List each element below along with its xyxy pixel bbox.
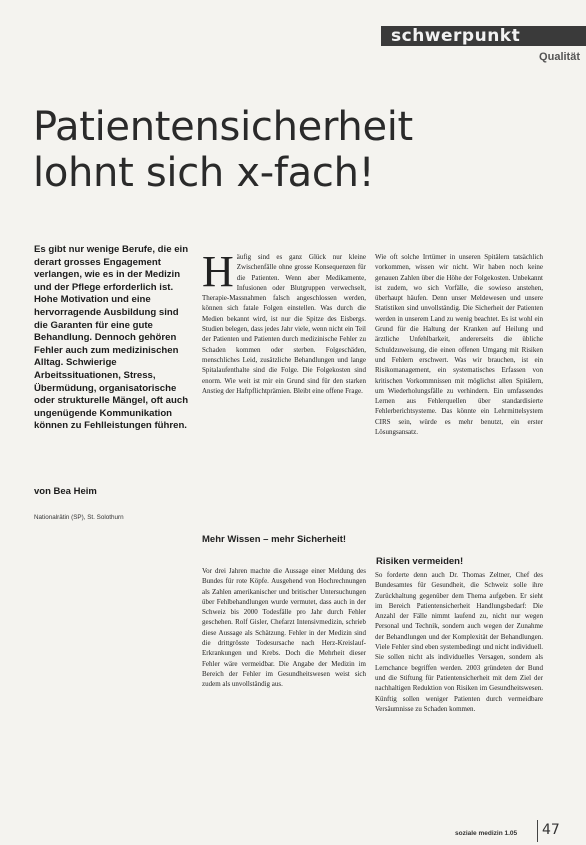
subheading-more-knowledge: Mehr Wissen – mehr Sicherheit! (202, 534, 347, 545)
journal-footer: soziale medizin 1.05 (455, 830, 518, 837)
lead-paragraph: Es gibt nur wenige Berufe, die ein derart grosses Engagement verlangen, wie es in der Medizin und der Pflege erforderlich ist. Hohe Motivation und eine hervorragende Ausbildung sind die Garanten für eine gute Behandlung. Dennoch gehören Fehler auch zum medizinischen Alltag. Schwierige Arbeitssituationen, Stress, Übermüdung, organisatorische oder strukturelle Mängel, oft auch ungenügende Kommunikation können zu Fehlleistungen führen. (34, 244, 189, 432)
title-line-2: lohnt sich x-fach! (33, 150, 375, 196)
col3-body-text: So forderte denn auch Dr. Thomas Zeltner, Chef des Bundesamtes für Gesundheit, die Schweiz solle ihre Zurückhaltung gegenüber dem Thema aufgeben. Er sieht im Bereich Patientensicherheit Handlungsbedarf: Die Anzahl der Fälle nimmt laufend zu, nicht nur wegen Personal und Technik, sondern auch wegen der Zunahme der Behandlungen und der Komplexität der Behandlungen. Viele Fehler sind eben systembedingt und nicht individuell. Sie sollen nicht als individuelles Versagen, sondern als Lernchance begriffen werden. 2003 gründeten der Bund und die Stiftung für Patientensicherheit mit dem Ziel der nachhaltigen Reduktion von Risiken im Gesundheitswesen. Künftig sollen weniger Patienten durch vermeidbare Versäumnisse zu Schaden kommen. (375, 571, 543, 713)
author-byline: von Bea Heim (34, 486, 97, 497)
col2-intro-text: äufig sind es ganz Glück nur kleine Zwischenfälle ohne grosse Konsequenzen für die Patienten. Wenn aber Medikamente, Infusionen oder Blutgruppen verwechselt, Therapie-Massnahmen falsch angeschlossen werden, können sich fatale Folgen einstellen. Was durch die Medien bekannt wird, ist nur die Spitze des Eisbergs. Studien belegen, dass jedes Jahr viele, wenn nicht ein Teil der Patienten und Patienten durch medizinische Fehler zu Schaden kommen oder sterben. Folgeschäden, menschliches Leid, zusätzliche Behandlungen und lange Spitalaufenthalte sind die Folge. Die Folgekosten sind enorm. Wie weit ist mir ein Grund sind für den starken Anstieg der Haftpflichtprämien. Bleibt eine offene Frage. (202, 253, 366, 395)
column-3-body (375, 570, 543, 714)
section-banner: schwerpunkt (381, 26, 586, 46)
drop-cap: H (202, 247, 234, 296)
page-divider (537, 820, 538, 842)
column-3-intro (375, 252, 543, 437)
col2-body-text: Vor drei Jahren machte die Aussage einer Meldung des Bundes für rote Köpfe. Ausgehend von Hochrechnungen als Zahlen amerikanischer und britischer Untersuchungen über Fehlbehandlungen wurde vermutet, dass auch in der Schweiz bis 2000 Todesfälle pro Jahr durch Fehler geschehen. Rolf Gisler, Chefarzt Intensivmedizin, schrieb diese Aussage als Schätzung. Fehler in der Medizin sind die drittgrösste Todesursache nach Herz-Kreislauf-Erkrankungen und Krebs. Doch die Mehrheit dieser Fehler wäre vermeidbar. Die Angabe der Medizin im Bereich der Fehler im Gesundheitswesen weist sich zudem als unvollständig aus. (202, 567, 366, 689)
article-title (33, 104, 553, 196)
subheading-avoid-risks: Risiken vermeiden! (376, 556, 464, 567)
column-2-body (202, 566, 366, 690)
title-line-1: Patientensicherheit (33, 104, 413, 150)
author-affiliation: Nationalrätin (SP), St. Solothurn (34, 514, 124, 521)
page-number: 47 (542, 822, 560, 838)
subsection-label: Qualität (539, 51, 580, 63)
col3-intro-text: Wie oft solche Irrtümer in unseren Spitälern tatsächlich vorkommen, wissen wir nicht. Wir haben noch keine genauen Zahlen über die Höhe der Folgekosten. Unbekannt ist zudem, wo sich Vorfälle, die sowieso anstehen, überhaupt häufen. Denn unser Meldewesen und unsere Statistiken sind unvollständig. Die Sicherheit der Patienten werden in unserem Land zu wenig beachtet. Es ist wohl ein Grund für die Haltung der Kranken auf Heilung und ärztliche Unfehlbarkeit, andererseits die übliche Schuldzuweisung, die einen offenen Umgang mit Risiken und Fehlern erschwert. Was wir brauchen, ist ein Risikomanagement, ein systematisches Erfassen von kritischen Vorkommnissen mit möglichst allen Spitälern, um Wiederholungsfälle zu verhindern. Ein umfassendes Lernen aus Fehlerquellen über standardisierte Fehlerberichtsysteme. Das könnte ein Lehrmittelsystem CIRS sein, würde es mehr benutzt, ein erster Lösungsansatz. (375, 253, 543, 437)
column-2-intro (202, 247, 366, 396)
